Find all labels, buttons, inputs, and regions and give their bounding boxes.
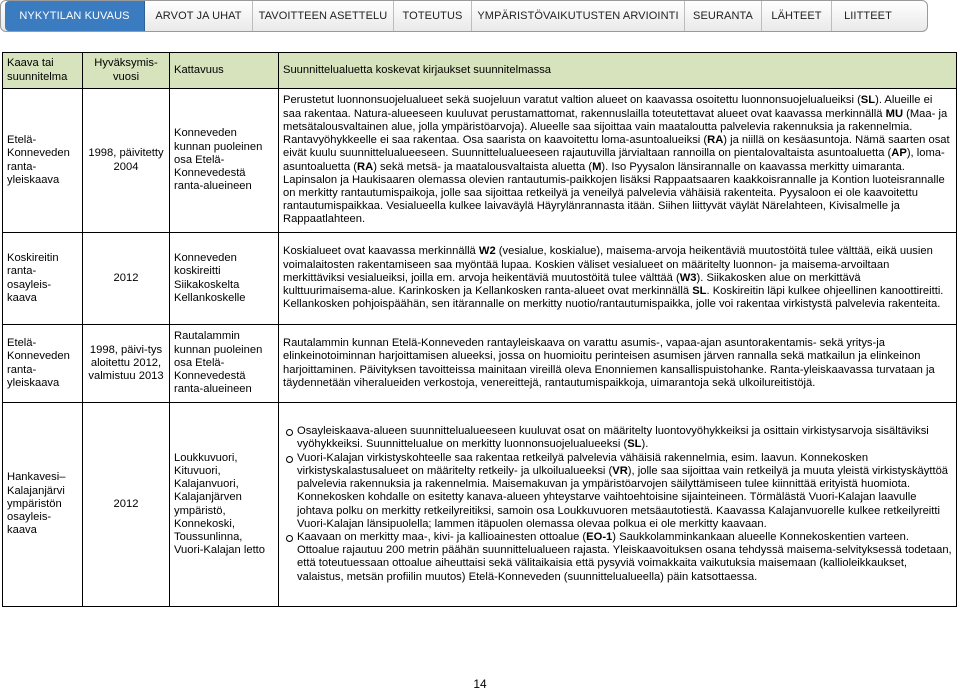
cell-plan: Etelä-Konneveden ranta-yleiskaava: [3, 325, 83, 403]
cell-year: 1998, päivi-tys aloitettu 2012, valmistuu 2013: [83, 325, 170, 403]
plans-table: [2, 52, 957, 607]
list-item: Osayleiskaava-alueen suunnittelualueeseen kuuluvat osat on määritelty luontovyöhykkeiksi ja osittain virkistysarvoja sisältäviksi vyöhykkeiksi. Suunnittelualue on merkitty luonnonsuojelualueeksi (SL).: [297, 425, 952, 451]
table-header-row: [3, 53, 957, 89]
nav-tab-tavoitteen-asettelu[interactable]: TAVOITTEEN ASETTELU: [253, 1, 394, 31]
cell-plan: Etelä-Konneveden ranta-yleiskaava: [3, 89, 83, 233]
nav-tab-arvot-ja-uhat[interactable]: ARVOT JA UHAT: [145, 1, 253, 31]
nav-tab-toteutus[interactable]: TOTEUTUS: [394, 1, 472, 31]
cell-coverage: Konneveden koskireitti Siikakoskelta Kellankoskelle: [170, 233, 279, 325]
table-row: [3, 403, 957, 607]
nav-tab-nykytilan-kuvaus[interactable]: NYKYTILAN KUVAUS: [5, 1, 145, 31]
notes-bullet-list: [283, 425, 952, 583]
cell-year: 1998, päivitetty 2004: [83, 89, 170, 233]
page-number: 14: [473, 677, 487, 691]
cell-coverage: Loukkuvuori, Kituvuori, Kalajanvuori, Kalajanjärven ympäristö, Konnekoski, Toussunlinna, Vuori-Kalajan letto: [170, 403, 279, 607]
cell-notes: [279, 233, 957, 325]
notes-text: Perustetut luonnonsuojelualueet sekä suojeluun varatut valtion alueet on kaavassa osoitettu luonnonsuojelualueiksi (SL). Alueille ei saa rakentaa. Natura-alueeseen kuuluvat perustamattomat, rakennuslailla toteutettavat alueet ovat kaavassa merkinnällä MU (Maa- ja metsätalousvaltainen alue, jolla ympäristöarvoja). Alueelle saa sijoittaa vain maataloutta palvelevia rakennuksia ja rakennelmia. Rantavyöhykkeelle ei saa rakentaa. Osa saarista on kaavoitettu loma-asuntoalueiksi (RA) ja niillä on kesäasuntoja. Nämä saarten osat eivät kuulu suunnittelualueeseen. Suunnittelualueeseen rajautuvilla järvialtaan rannoilla on pientalovaltaista asuntoaluetta (AP), loma-asuntoaluetta (RA) sekä metsä- ja maatalousvaltaista aluetta (M). Iso Pyysalon länsirannalle on kaavassa merkitty uimaranta. Lapinsalon ja Haukisaaren olemassa olevien rantautumis-paikkojen lisäksi Rappaatsaaren kaakkoisrannalle ja Kontion luoteisrannalle on merkitty rantautumispaikoja, jolle saa sijoittaa retkeilyä ja veneilyä palvelevia vähäisiä rakenteita. Pyysaloon ei ole kaavoitettu rantautumispaikkaa. Vesialueella kulkee laivaväylä Häyrylänrannasta itään. Siihen liittyvät väylät Närelahteen, Kivisalmelle ja Rappaatlahteen.: [283, 94, 950, 226]
cell-year: 2012: [83, 403, 170, 607]
cell-year: 2012: [83, 233, 170, 325]
header-plan: Kaava tai suunnitelma: [3, 53, 83, 89]
cell-coverage: Rautalammin kunnan puoleinen osa Etelä-Konnevedestä ranta-alueineen: [170, 325, 279, 403]
cell-notes: [279, 89, 957, 233]
notes-text: Rautalammin kunnan Etelä-Konneveden rantayleiskaava on varattu asumis-, vapaa-ajan asuntorakentamis- sekä yritys-ja elinkeinotoiminnan harjoittamisen alueeksi, jossa on huomioitu perinteisen asumisen järven rannalla sekä matkailun ja elinkeinon harjoittaminen. Päivityksen tavoitteissa mainitaan vireillä oleva Enonniemen kansallispuistohanke. Ranta-yleiskaavassa turvataan ja täydennetään viheralueiden verkostoja, venereittejä, rantautumispaikkoja, uimarantoja sekä ulkoilureitistöjä.: [283, 337, 935, 389]
notes-text: Koskialueet ovat kaavassa merkinnällä W2 (vesialue, koskialue), maisema-arvoja heikentäviä muutostöitä tulee välttää, eikä uusien voimalaitosten rakentamiseen saa myöntää lupaa. Koskien väliset vesialueet on määritelty luonnon- ja maisema-arvoiltaan merkittäviksi vesialueiksi, joilla em. arvoja heikentäviä muutostöitä tulee välttää (W3). Siikakosken alue on merkittävä kulttuurimaisema-alue. Karinkosken ja Kellankosken ranta-alueet ovat merkinnällä SL. Koskireitin läpi kulkee ohjeellinen kanoottireitti. Kellankosken pohjoispäähän, sen itärannalle on merkitty nuotio/rantautumispaikka, jolle voi rakentaa virkistystä palvelevia rakenteita.: [283, 245, 944, 311]
cell-plan: Koskireitin ranta-osayleis-kaava: [3, 233, 83, 325]
table-row: [3, 233, 957, 325]
header-coverage: Kattavuus: [170, 53, 279, 89]
cell-notes: [279, 325, 957, 403]
table-row: [3, 325, 957, 403]
table-row: [3, 89, 957, 233]
nav-tab-liitteet[interactable]: LIITTEET: [844, 10, 892, 22]
cell-plan: Hankavesi–Kalajanjärvi ympäristön osayleis-kaava: [3, 403, 83, 607]
list-item: Kaavaan on merkitty maa-, kivi- ja kallioainesten ottoalue (EO-1) Saukkolamminkankaan alueelle Konnekoskentien varteen. Ottoalue rajautuu 200 metrin päähän suunnittelualueen rajasta. Yleiskaavoituksen osana tehdyssä maisema-selvityksessä todetaan, että toteutuessaan ottoalue aiheuttaisi sekä välitaikaisia että pysyviä voimakkaita vaikutuksia maisemaan (kallioleikkaukset, valaistus, metsän profiilin muutos) Etelä-Konneveden (suunnittelualueella) päin katsottaessa.: [297, 530, 952, 583]
top-navigation-bar: [0, 0, 928, 32]
nav-tab-lahteet[interactable]: LÄHTEET: [762, 1, 832, 31]
nav-tab-ymparistovaikutusten-arviointi[interactable]: YMPÄRISTÖVAIKUTUSTEN ARVIOINTI: [472, 1, 685, 31]
nav-tab-seuranta[interactable]: SEURANTA: [685, 1, 762, 31]
header-notes: Suunnittelualuetta koskevat kirjaukset suunnitelmassa: [279, 53, 957, 89]
header-year: Hyväksymis-vuosi: [83, 53, 170, 89]
cell-coverage: Konneveden kunnan puoleinen osa Etelä-Konnevedestä ranta-alueineen: [170, 89, 279, 233]
cell-notes: [279, 403, 957, 607]
list-item: Vuori-Kalajan virkistyskohteelle saa rakentaa retkeilyä palvelevia vähäisiä rakennelmia, esim. laavun. Konnekosken virkistyskalastusalueet on määritelty retkeily- ja ulkoilualueeksi (VR), jolle saa sijoittaa vain retkeilyä ja muuta yleistä virkistyskäyttöä palvelevia rakennuksia ja rakennelmia. Maisemakuvan ja ympäristöarvojen säilyttämiseen tulee kiinnittää erityistä huomiota. Konnekosken kohdalle on esitetty kanava-alueen yhteystarve vaihtoehtoisine sijainteineen. Törmälästä Vuori-Kalajan laavulle johtava polku on merkitty retkeilyreitiksi, samoin osa Loukkuvuoren metsäautotiestä. Kaavassa Kalajanvuorelle kulkee retkeilyreitti Vuori-Kalajan länsipuolella; lammen itäpuolen olemassa olevaa polkua ei ole merkitty kaavaan.: [297, 452, 952, 531]
